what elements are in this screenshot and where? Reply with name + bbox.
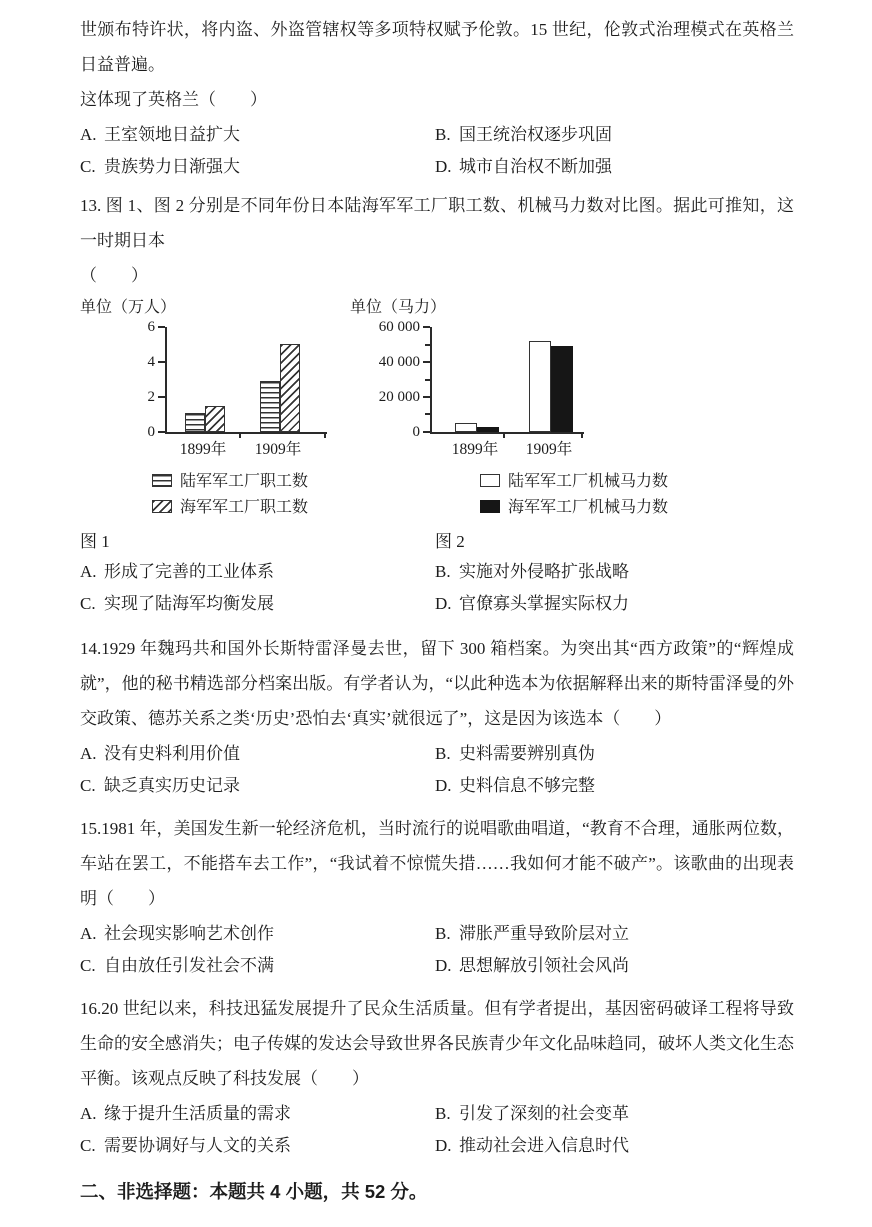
- legend-label: 海军军工厂机械马力数: [508, 499, 669, 516]
- option-text: 缺乏真实历史记录: [104, 776, 240, 795]
- option-letter: A.: [80, 1104, 97, 1123]
- answer-option-d: [435, 955, 794, 977]
- q16-options: [80, 1103, 794, 1167]
- q15-options: [80, 923, 794, 987]
- option-letter: A.: [80, 744, 97, 763]
- y-tick: [158, 396, 165, 398]
- q15-stem: 15.1981 年，美国发生新一轮经济危机，当时流行的说唱歌曲唱道，“教育不合理，通胀两位数，车站在罢工，不能搭车去工作”，“我试着不惊慌失措……我如何才能不破产”。该歌曲的出现表明（ ）: [80, 819, 794, 908]
- x-tick: [324, 432, 326, 438]
- figure1-legend: [80, 472, 350, 517]
- answer-option-c: [80, 1135, 435, 1157]
- option-text: 推动社会进入信息时代: [459, 1136, 629, 1155]
- bar-hatch-diagonal: [205, 406, 225, 432]
- answer-option-c: [80, 955, 435, 977]
- answer-option-d: [435, 775, 794, 797]
- option-text: 滞胀严重导致阶层对立: [459, 924, 629, 943]
- answer-option-a: [80, 743, 435, 765]
- navy-horsepower-swatch-icon: [480, 500, 500, 513]
- bar-black: [551, 346, 573, 432]
- option-text: 没有史料利用价值: [104, 744, 240, 763]
- army-workers-swatch-icon: [152, 474, 172, 487]
- y-axis-tick-label: 20 000: [378, 389, 420, 405]
- option-text: 城市自治权不断加强: [459, 157, 612, 176]
- option-text: 引发了深刻的社会变革: [459, 1104, 629, 1123]
- option-letter: A.: [80, 125, 97, 144]
- y-axis-tick-label: 2: [147, 389, 155, 405]
- option-letter: D.: [435, 594, 452, 613]
- legend-item: [480, 472, 794, 491]
- q14-stem: 14.1929 年魏玛共和国外长斯特雷泽曼去世，留下 300 箱档案。为突出其“西方政策”的“辉煌成就”，他的秘书精选部分档案出版。有学者认为，“以此种选本为依据解释出来的斯特雷泽曼的外交政策、德苏关系之类‘历史’恐怕去‘真实’就很远了”，这是因为该选本（ ）: [80, 639, 794, 728]
- bar-black: [477, 427, 499, 432]
- figure2-caption: 图 2: [435, 532, 465, 551]
- y-axis-tick-label: 6: [147, 319, 155, 335]
- option-letter: C.: [80, 956, 96, 975]
- answer-option-b: [435, 1103, 794, 1125]
- y-tick: [158, 326, 165, 328]
- x-tick: [239, 432, 241, 438]
- option-letter: C.: [80, 1136, 96, 1155]
- x-axis-category-label: 1899年: [179, 441, 227, 458]
- bar-white: [529, 341, 551, 432]
- answer-option-d: [435, 156, 794, 178]
- option-text: 形成了完善的工业体系: [104, 562, 274, 581]
- figure1-unit-label: 单位（万人）: [80, 299, 177, 316]
- q12-stem-line2: 这体现了英格兰（ ）: [80, 90, 267, 109]
- answer-option-a: [80, 124, 435, 146]
- option-letter: B.: [435, 1104, 451, 1123]
- q13-stem: 13. 图 1、图 2 分别是不同年份日本陆海军军工厂职工数、机械马力数对比图。据此可推知，这一时期日本: [80, 196, 794, 250]
- answer-option-a: [80, 923, 435, 945]
- navy-workers-swatch-icon: [152, 500, 172, 513]
- answer-option-a: [80, 561, 435, 583]
- q16-stem: 16.20 世纪以来，科技迅猛发展提升了民众生活质量。但有学者提出，基因密码破译工程将导致生命的安全感消失；电子传媒的发达会导致世界各民族青少年文化品味趋同，破坏人类文化生态平衡。该观点反映了科技发展（ ）: [80, 999, 794, 1088]
- figure-captions: [80, 530, 794, 554]
- option-text: 贵族势力日渐强大: [104, 157, 240, 176]
- option-text: 实现了陆海军均衡发展: [104, 594, 274, 613]
- y-tick: [158, 431, 165, 433]
- figures-row: [80, 297, 794, 524]
- option-text: 实施对外侵略扩张战略: [459, 562, 629, 581]
- section2-header: 二、非选择题：本题共 4 小题，共 52 分。: [80, 1181, 428, 1202]
- figure2-legend: [350, 472, 794, 517]
- figure1-caption: 图 1: [80, 532, 110, 551]
- figure2-unit-label: 单位（马力）: [350, 299, 447, 316]
- figure1-block: [80, 297, 350, 524]
- answer-option-d: [435, 593, 794, 615]
- q12-options: [80, 124, 794, 188]
- option-letter: D.: [435, 1136, 452, 1155]
- bar-hatch-diagonal: [280, 344, 300, 432]
- legend-label: 陆军军工厂机械马力数: [508, 473, 669, 490]
- option-letter: C.: [80, 594, 96, 613]
- option-text: 史料需要辨别真伪: [459, 744, 595, 763]
- bar-white: [455, 423, 477, 432]
- x-tick: [503, 432, 505, 438]
- y-axis-tick-label: 4: [147, 354, 155, 370]
- option-text: 史料信息不够完整: [459, 776, 595, 795]
- answer-option-b: [435, 923, 794, 945]
- plot-area: [430, 327, 584, 434]
- answer-option-a: [80, 1103, 435, 1125]
- option-text: 国王统治权逐步巩固: [459, 125, 612, 144]
- x-axis-category-label: 1909年: [254, 441, 302, 458]
- bar-hatch-horizontal: [185, 413, 205, 432]
- option-letter: B.: [435, 562, 451, 581]
- y-tick: [423, 326, 430, 328]
- answer-option-c: [80, 593, 435, 615]
- legend-item: [152, 498, 350, 517]
- option-letter: B.: [435, 924, 451, 943]
- option-letter: D.: [435, 157, 452, 176]
- army-horsepower-swatch-icon: [480, 474, 500, 487]
- option-text: 需要协调好与人文的关系: [104, 1136, 291, 1155]
- y-axis-tick-label: 0: [147, 424, 155, 440]
- option-text: 思想解放引领社会风尚: [459, 956, 629, 975]
- option-letter: B.: [435, 125, 451, 144]
- legend-label: 海军军工厂职工数: [180, 499, 309, 516]
- option-text: 社会现实影响艺术创作: [104, 924, 274, 943]
- answer-option-b: [435, 743, 794, 765]
- q14-options: [80, 743, 794, 807]
- option-letter: A.: [80, 562, 97, 581]
- q13-stem-line2: （ ）: [80, 266, 148, 285]
- option-letter: C.: [80, 776, 96, 795]
- figure2-block: [350, 297, 794, 524]
- option-letter: A.: [80, 924, 97, 943]
- option-letter: B.: [435, 744, 451, 763]
- answer-option-b: [435, 561, 794, 583]
- answer-option-d: [435, 1135, 794, 1157]
- legend-label: 陆军军工厂职工数: [180, 473, 309, 490]
- q13-options: [80, 561, 794, 625]
- answer-option-c: [80, 156, 435, 178]
- y-minor-tick: [425, 413, 430, 415]
- x-tick: [581, 432, 583, 438]
- option-text: 王室领地日益扩大: [104, 125, 240, 144]
- option-letter: C.: [80, 157, 96, 176]
- exam-page: [80, 12, 794, 1207]
- y-tick: [423, 396, 430, 398]
- bar-hatch-horizontal: [260, 381, 280, 432]
- plot-area: [165, 327, 327, 434]
- option-text: 自由放任引发社会不满: [104, 956, 274, 975]
- y-axis-tick-label: 40 000: [378, 354, 420, 370]
- y-tick: [423, 431, 430, 433]
- figure1-bar-chart: [135, 319, 350, 462]
- legend-item: [480, 498, 794, 517]
- y-axis-tick-label: 0: [412, 424, 420, 440]
- x-axis-category-label: 1899年: [451, 441, 499, 458]
- y-axis-tick-label: 60 000: [378, 319, 420, 335]
- option-text: 缘于提升生活质量的需求: [104, 1104, 291, 1123]
- q12-stem-line1: 世颁布特许状，将内盗、外盗管辖权等多项特权赋予伦敦。15 世纪，伦敦式治理模式在英格兰日益普遍。: [80, 20, 794, 74]
- option-letter: D.: [435, 956, 452, 975]
- legend-item: [152, 472, 350, 491]
- option-letter: D.: [435, 776, 452, 795]
- figure2-bar-chart: [378, 319, 794, 462]
- option-text: 官僚寡头掌握实际权力: [459, 594, 629, 613]
- x-axis-category-label: 1909年: [525, 441, 573, 458]
- y-minor-tick: [425, 379, 430, 381]
- y-tick: [423, 361, 430, 363]
- y-tick: [158, 361, 165, 363]
- answer-option-c: [80, 775, 435, 797]
- answer-option-b: [435, 124, 794, 146]
- y-minor-tick: [425, 344, 430, 346]
